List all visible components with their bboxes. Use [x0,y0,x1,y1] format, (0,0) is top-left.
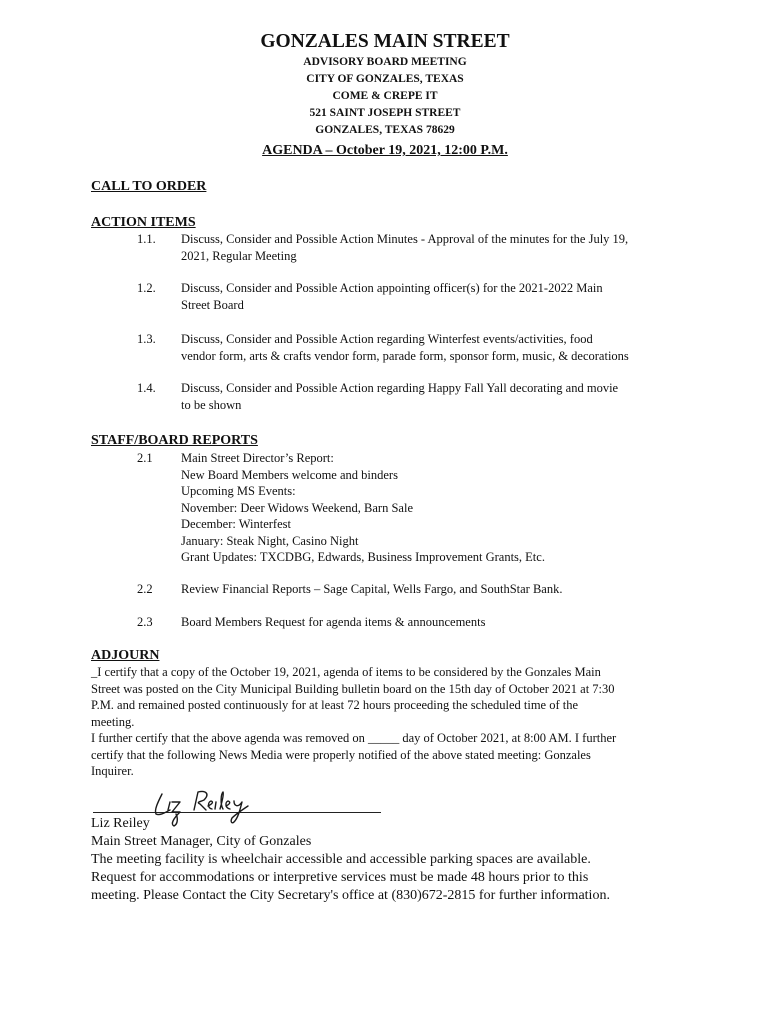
agenda-date-line: AGENDA – October 19, 2021, 12:00 P.M. [262,143,508,158]
item-text-line: January: Steak Night, Casino Night [181,533,359,548]
item-text-line: Main Street Director’s Report: [181,451,334,465]
notice-line: meeting. Please Contact the City Secretary's office at (830)672-2815 for further information. [91,888,610,903]
item-number: 2.3 [137,615,153,629]
adjourn-heading: ADJOURN [91,648,160,663]
header-line: COME & CREPE IT [332,90,438,102]
item-text-line: Discuss, Consider and Possible Action regarding Winterfest events/activities, food [181,332,593,346]
item-text-line: Discuss, Consider and Possible Action regarding Happy Fall Yall decorating and movie [181,381,619,395]
notice-line: Request for accommodations or interpretive services must be made 48 hours prior to this [91,870,589,885]
item-text [181,280,691,313]
document-header [0,30,770,161]
item-text-line: Street Board [181,297,244,312]
item-text [181,450,691,566]
item-text [181,331,691,364]
call-to-order-heading: CALL TO ORDER [91,179,207,194]
item-number: 1.2. [137,281,156,295]
item-text-line: Discuss, Consider and Possible Action Minutes - Approval of the minutes for the July 19, [181,232,629,246]
header-line: GONZALES, TEXAS 78629 [315,124,455,136]
item-text-line: vendor form, arts & crafts vendor form, parade form, sponsor form, music, & decorations [181,348,629,363]
certification-line: I further certify that the above agenda was removed on _____ day of October 2021, at 8:00 AM. I further [91,731,617,745]
item-number: 1.4. [137,381,156,395]
header-line: CITY OF GONZALES, TEXAS [306,73,464,85]
item-text-line: Discuss, Consider and Possible Action appointing officer(s) for the 2021-2022 Main [181,281,603,295]
item-text-line: Upcoming MS Events: [181,484,296,498]
item-text-line: November: Deer Widows Weekend, Barn Sale [181,500,413,515]
action-items-heading: ACTION ITEMS [91,215,196,230]
accessibility-notice [91,851,691,905]
item-number: 1.1. [137,232,156,246]
certification-line: Inquirer. [91,764,134,778]
item-text [181,231,691,264]
document-title: GONZALES MAIN STREET [260,31,510,52]
header-line: 521 SAINT JOSEPH STREET [309,107,461,119]
signatory-role: Main Street Manager, City of Gonzales [91,834,312,849]
item-text-line: December: Winterfest [181,517,291,531]
item-text [181,581,691,598]
item-text [181,614,691,631]
staff-reports-heading: STAFF/BOARD REPORTS [91,433,258,448]
item-text-line: to be shown [181,397,242,412]
certification-line: certify that the following News Media were properly notified of the above stated meeting: Gonzales [91,747,591,762]
certification-line: Street was posted on the City Municipal Building bulletin board on the 15th day of October 2021 at 7:30 [91,681,615,696]
item-text-line: Grant Updates: TXCDBG, Edwards, Business Improvement Grants, Etc. [181,550,545,564]
certification-line: P.M. and remained posted continuously for at least 72 hours proceeding the scheduled time of the [91,698,579,712]
item-text-line: 2021, Regular Meeting [181,248,297,263]
certification-line: meeting. [91,714,135,729]
header-line: ADVISORY BOARD MEETING [303,56,467,68]
signatory-name: Liz Reiley [91,816,150,831]
signature-script-text: Liz Reiley [148,782,153,783]
certification-line: _I certify that a copy of the October 19, 2021, agenda of items to be considered by the Gonzales Main [91,665,601,679]
item-number: 2.2 [137,582,153,596]
item-text-line: Board Members Request for agenda items & announcements [181,615,486,629]
signatory-block [91,815,691,851]
item-text-line: Review Financial Reports – Sage Capital, Wells Fargo, and SouthStar Bank. [181,582,563,596]
item-text-line: New Board Members welcome and binders [181,467,398,482]
item-number: 2.1 [137,451,153,465]
item-number: 1.3. [137,332,156,346]
item-text [181,380,691,413]
certification-text [91,664,681,780]
notice-line: The meeting facility is wheelchair accessible and accessible parking spaces are available. [91,852,591,867]
